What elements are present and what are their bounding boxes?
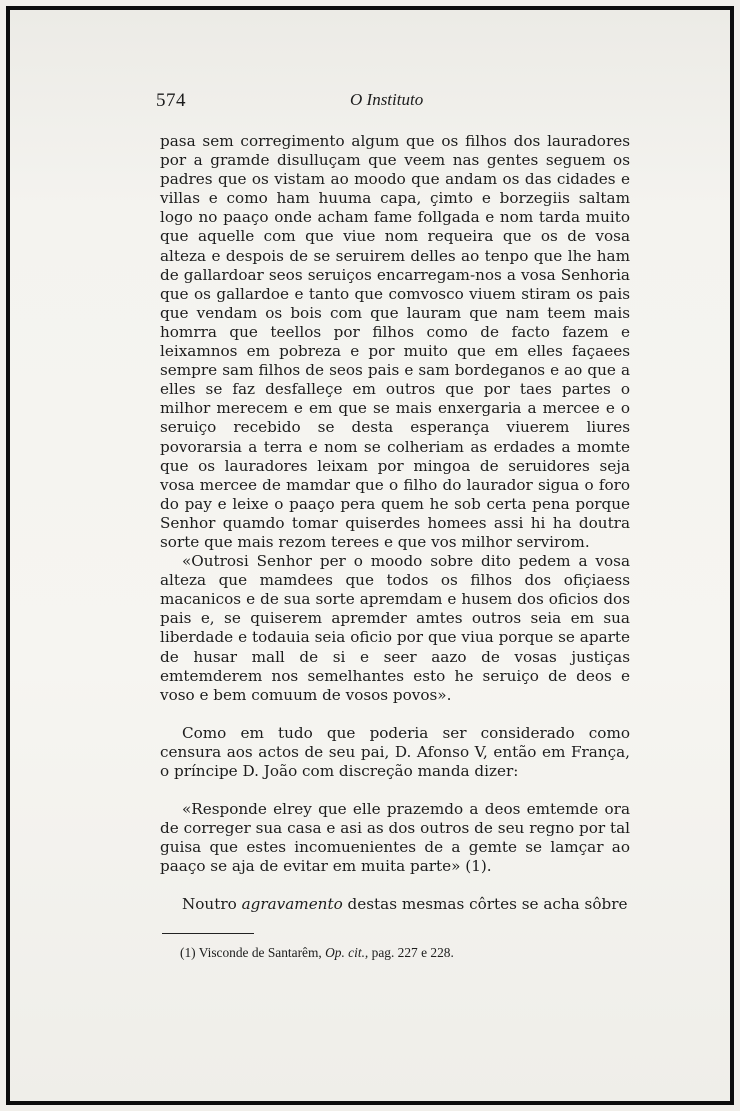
journal-title: O Instituto (350, 90, 424, 109)
footnote (180, 944, 630, 961)
paragraph-royal-response: «Responde elrey que elle prazemdo a deos emtemde ora de correger sua casa e asi as dos outros de seu regno por tal guisa que estes incomuenientes de a gemte se lamçar ao paaço se aja de evitar em muita parte» (1). (160, 800, 630, 876)
footnote-op-cit: Op. cit., (325, 944, 369, 960)
noutro-text-before: Noutro (182, 895, 237, 914)
paragraph-outrosi-quote: «Outrosi Senhor per o moodo sobre dito pedem a vosa alteza que mamdees que todos os filhos dos ofiçiaess macanicos e de sua sorte apremdam e husem dos oficios dos pais e, se quiserem apremder amtes outros seia em sua liberdade e todauia seia oficio por que viua porque se aparte de husar mall de si e seer aazo de vosas justiças emtemderem nos semelhantes esto he seruiço de deos e voso e bem comuum de vosos povos». (160, 552, 630, 704)
body-text (160, 132, 630, 915)
footnote-marker: (1) (180, 944, 196, 960)
noutro-text-after: destas mesmas côrtes se acha sôbre (347, 895, 628, 914)
paragraph-noutro (160, 895, 630, 914)
footnote-author: Visconde de Santarêm, (198, 944, 322, 960)
footnote-divider (162, 933, 254, 934)
footnote-pages: pag. 227 e 228. (371, 944, 454, 960)
agravamento-italic: agravamento (241, 895, 343, 914)
page-content (156, 84, 630, 961)
paragraph-commentary: Como em tudo que poderia ser considerado como censura aos actos de seu pai, D. Afonso V, então em França, o príncipe D. João com discreção manda dizer: (160, 723, 630, 780)
running-head (156, 84, 630, 114)
paragraph-continued-quote: pasa sem corregimento algum que os filhos dos lauradores por a gramde disulluçam que veem nas gentes seguem os padres que os vistam ao moodo que andam os das cidades e villas e como ham huuma capa, çimto e borzegiis saltam logo no paaço onde acham fame follgada e nom tarda muito que aquelle com que viue nom requeira que os de vosa alteza e despois de se seruirem delles ao tenpo que lhe ham de gallardoar seos seruiços encarregam-nos a vosa Senhoria que os gallardoe e tanto que comvosco viuem stiram os pais que vendam os bois com que lauram que nam teem mais homrra que teellos por filhos como de facto fazem e leixamnos em pobreza e por muito que em elles façaees sempre sam filhos de seos pais e sam bordeganos e ao que a elles se faz desfalleçe em outros que por taes partes o milhor merecem e em que se mais enxergaria a mercee e o seruiço recebido se desta esperança viuerem liures povorarsia a terra e nom se colheriam as erdades a momte que os lauradores leixam por mingoa de seruidores seja vosa mercee de mamdar que o filho do laurador sigua o foro do pay e leixe o paaço pera quem he sob certa pena porque Senhor quamdo tomar quiserdes homees assi hi ha doutra sorte que mais rezom terees e que vos milhor servirom. (160, 132, 630, 551)
page-number: 574 (156, 90, 186, 111)
